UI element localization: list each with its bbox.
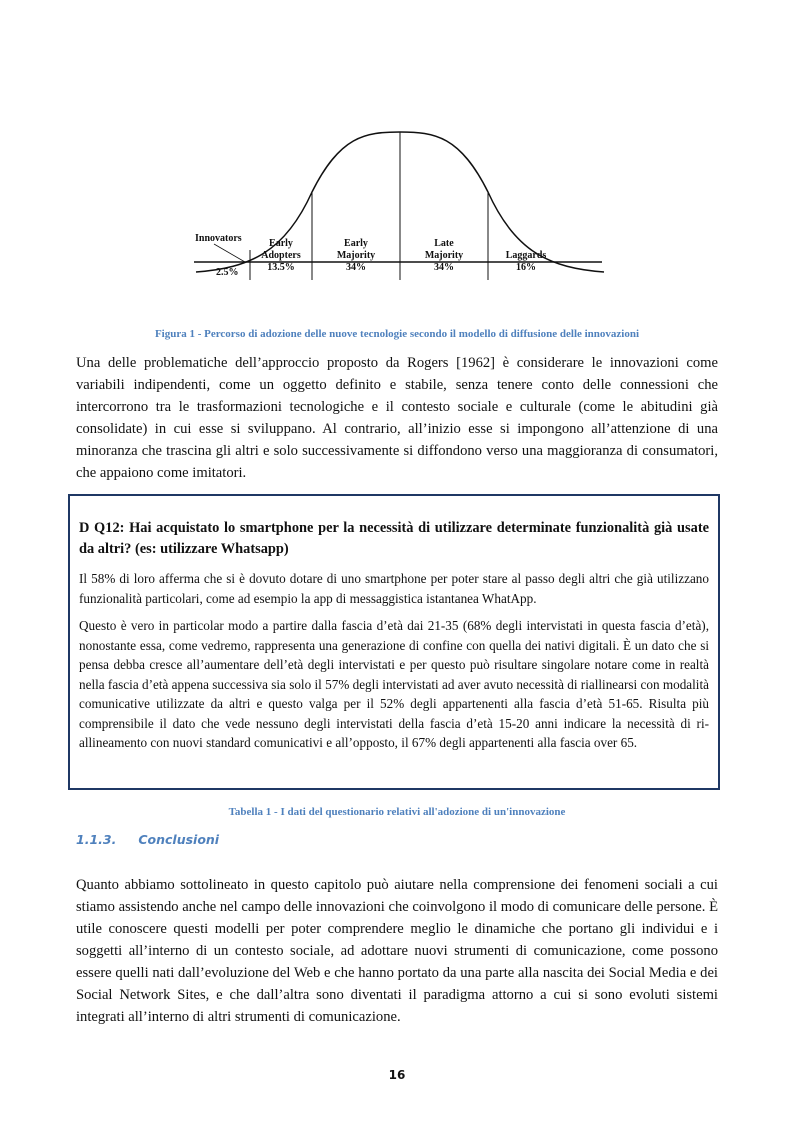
body-paragraph: Una delle problematiche dell’approccio proposto da Rogers [1962] è considerare le innovazioni come variabili indipendenti, come un oggetto definito e stabile, senza tenere conto delle connessioni che intercorrono tra le trasformazioni tecnologiche e il contesto sociale e culturale (come le abitudini già consolidate) in cui esse si sviluppano. Al contrario, all’inizio esse si impongono all’attenzione di una minoranza che trascina gli altri e solo successivamente si diffondono verso una maggioranza di consumatori, che appaiono come imitatori. xyxy=(76,355,718,481)
segment-name: Early xyxy=(269,238,293,249)
segment-pct: 34% xyxy=(434,262,454,273)
figure-caption: Figura 1 - Percorso di adozione delle nuove tecnologie secondo il modello di diffusione delle innovazioni xyxy=(154,328,640,340)
table-caption: Tabella 1 - I dati del questionario relativi all'adozione di un'innovazione xyxy=(228,806,566,818)
body-paragraph: Quanto abbiamo sottolineato in questo capitolo può aiutare nella comprensione dei fenomeni sociali a cui stiamo assistendo anche nel campo delle innovazioni che coinvolgono il modo di comunicare delle persone. È utile conoscere questi modelli per poter comprendere meglio le dinamiche che portano gli individui e i soggetti all’interno di un contesto sociale, ad adottare nuovi strumenti di comunicazione, come possono essere quelli nati dall’evoluzione del Web e che hanno portato da una parte alla nascita dei Social Media e dei Social Network Sites, e che dall’altra sono diventati il paradigma attorno a cui si sono evoluti sistemi integrati all’interno di altri strumenti di comunicazione. xyxy=(76,877,718,1025)
survey-answer-text: Questo è vero in particolar modo a partire dalla fascia d’età dai 21-35 (68% degli intervistati in questa fascia d’età), nonostante essa, come vedremo, rappresenta una generazione di confine con quella dei nativi digitali. È un dato che si pensa debba cresce all’aumentare dell’età degli intervistati e per questo può risultare singolare notare come in realtà nella fascia d’età appena successiva sia solo il 57% degli intervistati ad aver avuto necessità di riallinearsi con modalità comunicative utilizzate da altri e questo valga per il 52% degli appartenenti alla fascia d’età 51-65. Risulta più comprensibile il dato che vede nessuno degli intervistati della fascia d’età 15-20 anni indicare la necessità di ri-allineamento con nuovi standard comunicativi e all’opposto, il 67% degli appartenenti alla fascia over 65. xyxy=(79,618,709,750)
survey-question: D Q12: Hai acquistato lo smartphone per la necessità di utilizzare determinate funzionalità già usate da altri? (es: utilizzare Whatsapp) xyxy=(79,520,709,557)
section-heading xyxy=(76,832,219,847)
bell-curve-diagram xyxy=(190,122,610,312)
pointer-line xyxy=(214,244,245,262)
segment-name: Early xyxy=(344,238,368,249)
section-title: Conclusioni xyxy=(138,832,220,847)
segment-pct: 2.5% xyxy=(216,267,239,278)
segment-pct: 34% xyxy=(346,262,366,273)
segment-name: Late xyxy=(434,238,454,249)
segment-name: Laggards xyxy=(505,250,547,261)
segment-pct: 13.5% xyxy=(267,262,295,273)
section-number: 1.1.3. xyxy=(76,832,117,847)
segment-pct: 16% xyxy=(516,262,536,273)
segment-name: Adopters xyxy=(261,250,301,261)
survey-result-box xyxy=(68,494,720,790)
segment-name: Majority xyxy=(424,250,464,261)
page-number: 16 xyxy=(388,1068,406,1082)
survey-answer-text: Il 58% di loro afferma che si è dovuto dotare di uno smartphone per poter stare al passo degli altri che già utilizzano funzionalità particolari, come ad esempio la app di messaggistica istantanea WhatApp. xyxy=(79,571,709,606)
segment-name: Majority xyxy=(336,250,376,261)
segment-name: Innovators xyxy=(195,233,242,244)
diffusion-of-innovations-figure xyxy=(190,122,610,312)
